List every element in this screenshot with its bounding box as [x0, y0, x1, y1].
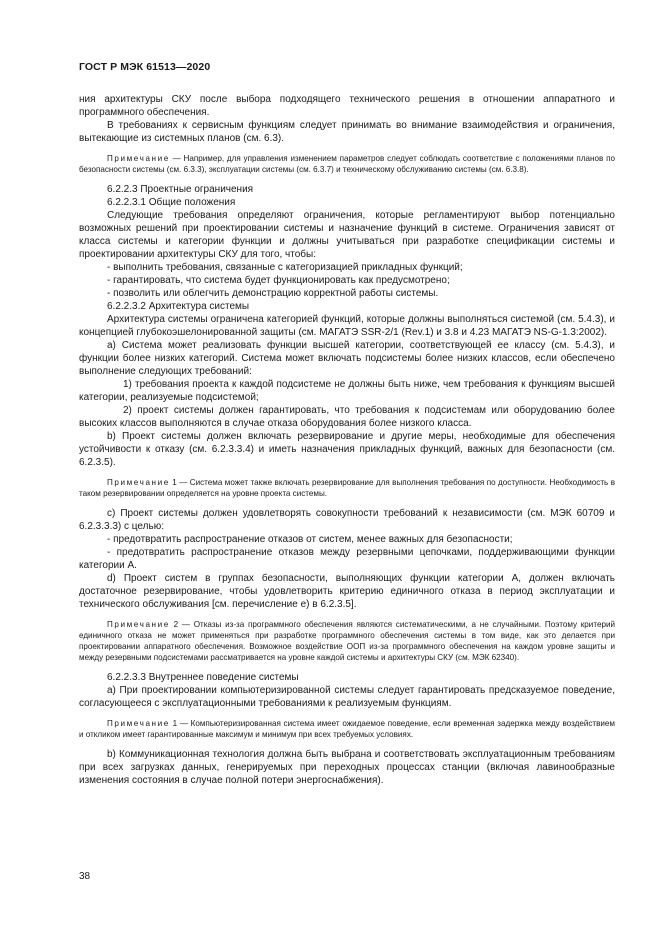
paragraph: ния архитектуры СКУ после выбора подходящего технического решения в отношении аппаратного и программного обеспечения.: [79, 94, 615, 118]
note-label: Примечание: [107, 478, 170, 487]
section-heading: 6.2.2.3.1 Общие положения: [107, 197, 236, 208]
list-item: d) Проект систем в группах безопасности, выполняющих функции категории А, должен включать достаточное резервирование, чтобы удовлетворить критерию единичного отказа в период эксплуатации и технического обслуживания [см. перечисление е) в 6.2.3.5].: [79, 573, 615, 610]
note-label: Примечание: [107, 719, 170, 728]
list-item: a) Система может реализовать функции высшей категории, соответствующей ее классу (см. 5.4.3), и функции более низких категорий. Система может включать подсистемы более низких классов, если обеспечено выполнение следующих требований:: [79, 340, 615, 377]
note-label: Примечание: [107, 154, 170, 163]
list-item: - предотвратить распространение отказов между резервными цепочками, поддерживающими функции категории А.: [79, 547, 615, 571]
section-heading: 6.2.2.3.2 Архитектура системы: [107, 301, 250, 312]
paragraph: Архитектура системы ограничена категорией функций, которые должны выполняться системой (см. 5.4.3), и концепцией глубокоэшелонированной защиты (см. МАГАТЭ SSR-2/1 (Rev.1) и 3.8 и 4.23 МАГАТЭ NS-G-1.3:2002).: [79, 314, 615, 338]
paragraph: В требованиях к сервисным функциям следует принимать во внимание взаимодействия и ограничения, вытекающие из системных планов (см. 6.3).: [79, 120, 615, 144]
section-heading: 6.2.2.3.3 Внутреннее поведение системы: [107, 672, 299, 683]
list-item: 1) требования проекта к каждой подсистеме не должны быть ниже, чем требования к функциям высшей категории, реализуемые подсистемой;: [79, 379, 615, 403]
note: [79, 477, 615, 499]
list-item: - позволить или облегчить демонстрацию корректной работы системы.: [107, 288, 439, 299]
list-item: b) Коммуникационная технология должна быть выбрана и соответствовать эксплуатационным требованиям при всех загрузках данных, генерируемых при переходных процессах станции (включая лавинообразные изменения состояния в случае полной потери энергоснабжения).: [79, 749, 615, 786]
note-text: 1 — Система может также включать резервирование для выполнения требования по доступности. Необходимость в таком резервировании определяется на уровне проекта системы.: [79, 478, 615, 498]
note-text: 2 — Отказы из-за программного обеспечения являются систематическими, а не случайными. Поэтому критерий единичного отказа не может применяться при разработке программного обеспечения системы в том виде, как это делается при проектировании аппаратного обеспечения. Возможное воздействие ООП из-за программного обеспечения на каждом уровне защиты и между резервными подсистемами рассматривается на уровне каждой системы и архитектуры СКУ (см. МЭК 62340).: [79, 620, 615, 662]
note-text: — Например, для управления изменением параметров следует соблюдать соответствие с положениями планов по безопасности системы (см. 6.3.3), эксплуатации системы (см. 6.3.7) и техническому обслуживанию системы (см. 6.3.8).: [79, 154, 615, 174]
document-body: [79, 93, 615, 787]
list-item: - гарантировать, что система будет функционировать как предусмотрено;: [107, 275, 450, 286]
note-label: Примечание: [107, 620, 170, 629]
list-item: b) Проект системы должен включать резервирование и другие меры, необходимые для обеспечения устойчивости к отказу (см. 6.2.3.3.4) и иметь назначения прикладных функций, важных для безопасности (см. 6.2.3.5).: [79, 431, 615, 468]
note: [79, 718, 615, 740]
paragraph: Следующие требования определяют ограничения, которые регламентируют выбор потенциально возможных решений при проектировании системы и назначение функций в системе. Ограничения зависят от класса системы и категории функции и должны учитываться при разработке спецификации системы и проектировании архитектуры СКУ для того, чтобы:: [79, 210, 615, 260]
list-item: - выполнить требования, связанные с категоризацией прикладных функций;: [107, 262, 463, 273]
document-header: ГОСТ Р МЭК 61513—2020: [79, 61, 211, 73]
note: [79, 153, 615, 175]
list-item: c) Проект системы должен удовлетворять совокупности требований к независимости (см. МЭК 60709 и 6.2.3.3.3) с целью:: [79, 508, 615, 532]
section-heading: 6.2.2.3 Проектные ограничения: [107, 184, 254, 195]
list-item: 2) проект системы должен гарантировать, что требования к подсистемам или оборудованию более высоких классов выполняются в случае отказа оборудования более низкого класса.: [79, 405, 615, 429]
note-text: 1 — Компьютеризированная система имеет ожидаемое поведение, если временная задержка между воздействием и откликом имеет гарантированные максимум и минимум при всех требуемых условиях.: [79, 719, 615, 739]
list-item: a) При проектировании компьютеризированной системы следует гарантировать предсказуемое поведение, согласующееся с эксплуатационными требованиями к реализуемым функциям.: [79, 685, 615, 709]
page-number: 38: [79, 871, 91, 882]
note: [79, 619, 615, 663]
list-item: - предотвратить распространение отказов от систем, менее важных для безопасности;: [107, 534, 513, 545]
